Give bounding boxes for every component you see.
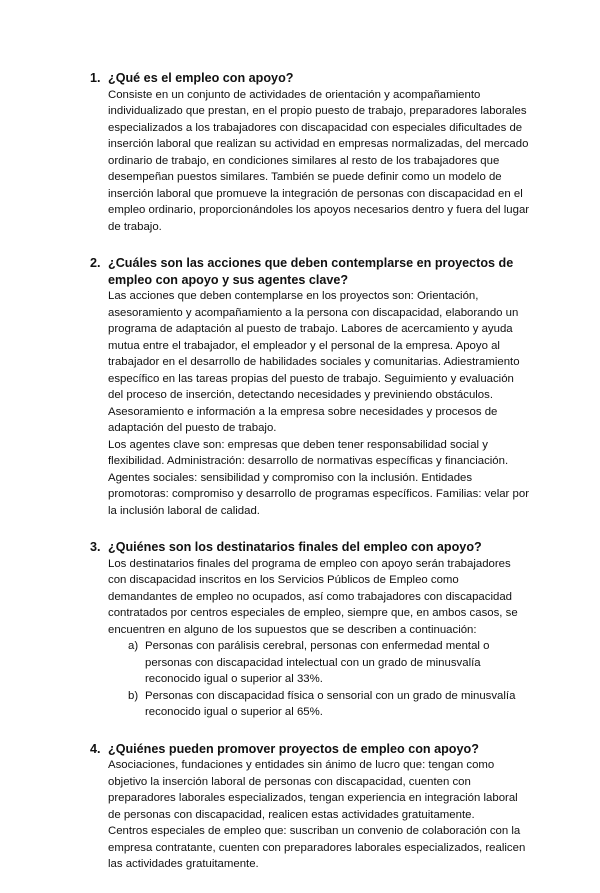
sub-list [108,638,530,721]
faq-answer-paragraph: Los agentes clave son: empresas que deben tener responsabilidad social y flexibilidad. Administración: desarrollo de normativas específicas y financiación. Agentes sociales: sensibilidad y compromiso con la inclusión. Entidades promotoras: compromiso y desarrollo de programas específicos. Familias: velar por la inclusión laboral de calidad. [108,438,529,517]
faq-number: 4. [90,741,101,756]
faq-answer-paragraph: Asociaciones, fundaciones y entidades sin ánimo de lucro que: tengan como objetivo la inserción laboral de personas con discapacidad, cuenten con preparadores laborales especializados, tengan experiencia en integración laboral de personas con discapacidad, realicen estas actividades gratuitamente. [108,759,518,821]
faq-list [90,70,530,893]
faq-number: 1. [90,71,101,85]
sub-list-item [108,688,530,721]
sub-list-marker: b) [128,689,139,702]
faq-item-4 [90,741,530,873]
sub-list-marker: a) [128,640,139,652]
faq-question: ¿Qué es el empleo con apoyo? [108,71,294,85]
faq-answer-paragraph: Los destinatarios finales del programa de empleo con apoyo serán trabajadores con discapacidad inscritos en los Servicios Públicos de Empleo como demandantes de empleo no ocupados, así como trabajadores con discapacidad contratados por centros especiales de empleo, siempre que, en ambos casos, se encuentren en alguno de los supuestos que se describen a continuación: [108,557,518,636]
faq-number: 2. [90,256,101,270]
faq-item-3 [90,539,530,721]
faq-item-1 [90,70,530,235]
faq-question: ¿Cuáles son las acciones que deben contemplarse en proyectos de empleo con apoyo y sus agentes clave? [108,256,514,287]
sub-list-text: Personas con discapacidad física o sensorial con un grado de minusvalía reconocido igual o superior al 65%. [145,689,516,718]
faq-answer-paragraph: Consiste en un conjunto de actividades de orientación y acompañamiento individualizado que prestan, en el propio puesto de trabajo, preparadores laborales especializados a los trabajadores con discapacidad con especiales dificultades de inserción laboral que realizan su actividad en empresas normalizadas, del mercado ordinario de trabajo, en condiciones similares al resto de los trabajadores que desempeñan puestos similares. También se puede definir como un modelo de inserción laboral que promueve la integración de personas con discapacidad en el empleo ordinario, proporcionándoles los apoyos necesarios dentro y fuera del lugar de trabajo. [108,88,530,233]
faq-question: ¿Quiénes pueden promover proyectos de empleo con apoyo? [108,741,479,756]
faq-answer-paragraph: Las acciones que deben contemplarse en los proyectos son: Orientación, asesoramiento y acompañamiento a la persona con discapacidad, elaborando un programa de adaptación al puesto de trabajo. Labores de acercamiento y ayuda mutua entre el trabajador, el empleador y el personal de la empresa. Apoyo al trabajador en el desarrollo de habilidades sociales y comunitarias. Adiestramiento específico en las tareas propias del puesto de trabajo. Seguimiento y evaluación del proceso de inserción, detectando necesidades y previniendo obstáculos. Asesoramiento e información a la empresa sobre necesidades y procesos de adaptación del puesto de trabajo. [108,290,520,434]
faq-item-2 [90,255,530,519]
faq-question: ¿Quiénes son los destinatarios finales del empleo con apoyo? [108,540,482,554]
sub-list-item [108,638,530,688]
faq-number: 3. [90,540,101,554]
sub-list-text: Personas con parálisis cerebral, personas con enfermedad mental o personas con discapacidad intelectual con un grado de minusvalía reconocido igual o superior al 33%. [145,640,490,685]
faq-answer-paragraph: Centros especiales de empleo que: suscriban un convenio de colaboración con la empresa contratante, cuenten con preparadores laborales especializados, realicen las actividades gratuitamente. [108,825,526,870]
